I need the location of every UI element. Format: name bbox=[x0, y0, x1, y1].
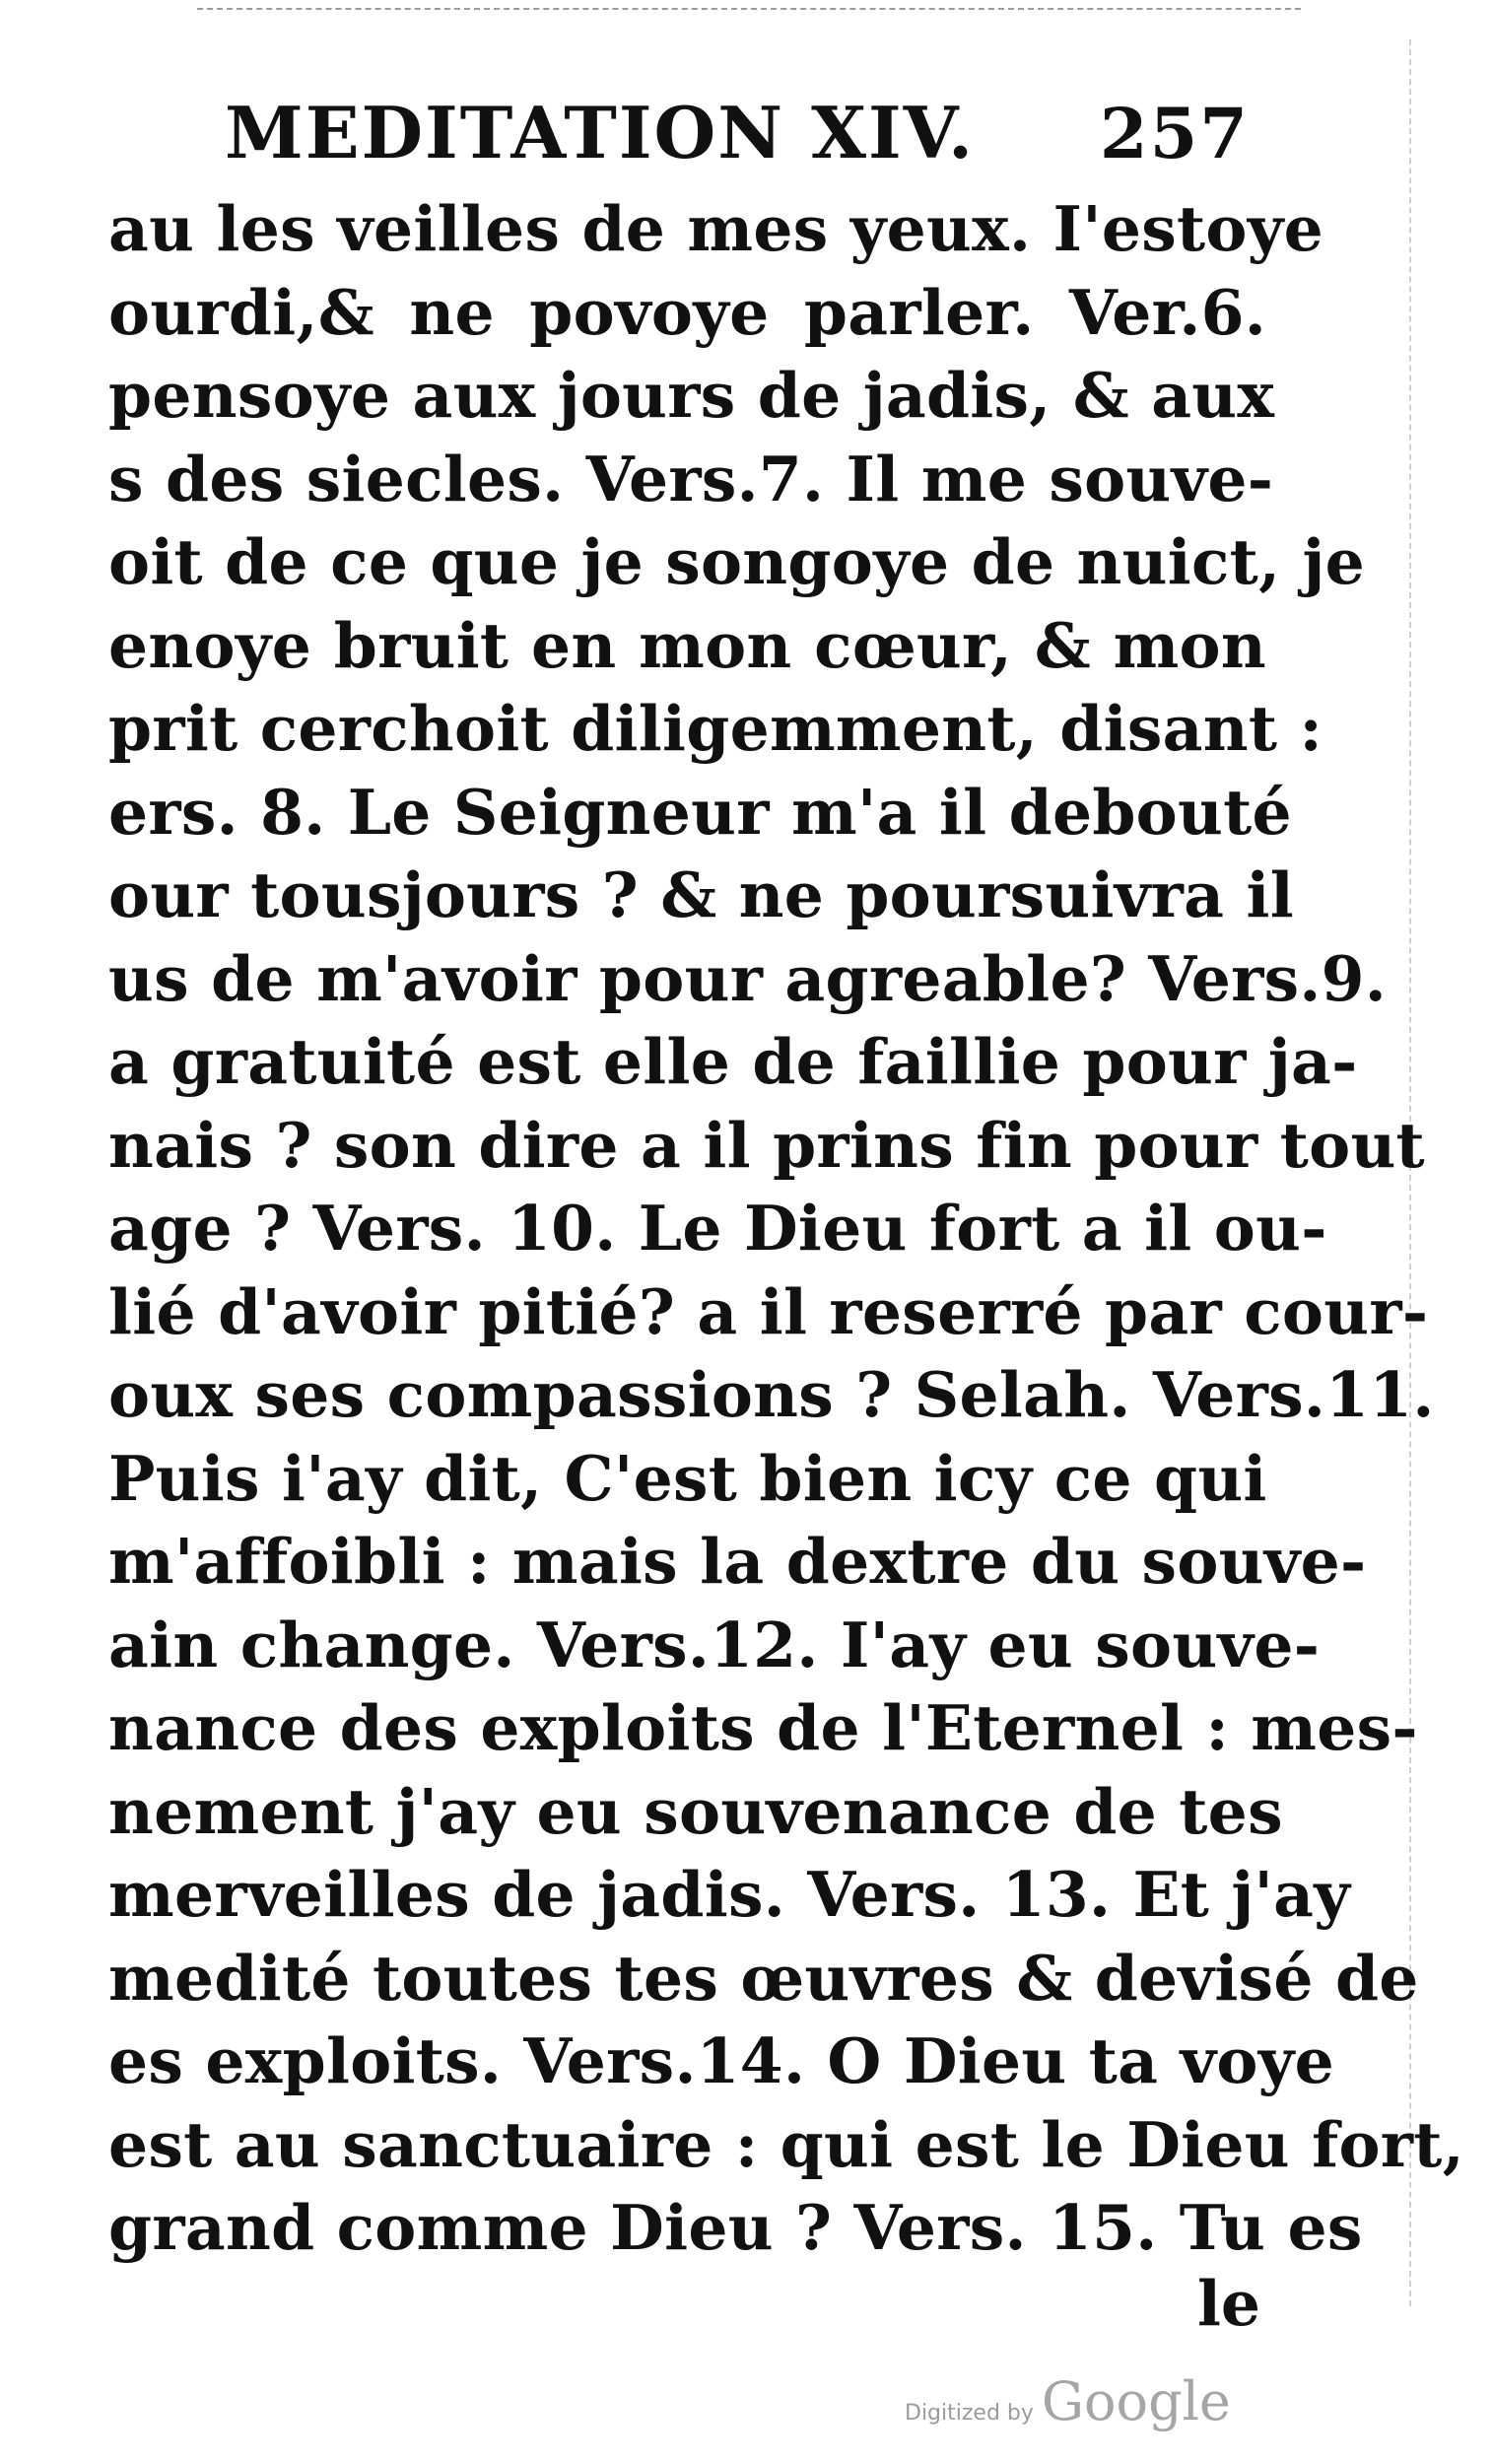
text-line: grand comme Dieu ? Vers. 15. Tu es bbox=[108, 2191, 1363, 2264]
text-line: medité toutes tes œuvres & devisé de bbox=[108, 1941, 1419, 2015]
text-line: m'affoibli : mais la dextre du souve- bbox=[108, 1525, 1367, 1598]
text-line: es exploits. Vers.14. O Dieu ta voye bbox=[108, 2024, 1334, 2097]
google-logo: Google bbox=[1041, 2370, 1231, 2432]
text-line: au les veilles de mes yeux. I'estoye bbox=[108, 192, 1323, 265]
text-line: nance des exploits de l'Eternel : mes- bbox=[108, 1691, 1418, 1764]
text-line: age ? Vers. 10. Le Dieu fort a il ou- bbox=[108, 1192, 1327, 1265]
text-line: nement j'ay eu souvenance de tes bbox=[108, 1774, 1283, 1848]
running-title: MEDITATION XIV. bbox=[225, 91, 976, 174]
text-line: pensoye aux jours de jadis, & aux bbox=[108, 359, 1275, 432]
text-line: a gratuité est elle de faillie pour ja- bbox=[108, 1025, 1358, 1098]
text-line: Puis i'ay dit, C'est bien icy ce qui bbox=[108, 1441, 1267, 1515]
text-line: us de m'avoir pour agreable? Vers.9. bbox=[108, 941, 1387, 1015]
text-line: oux ses compassions ? Selah. Vers.11. bbox=[108, 1358, 1435, 1431]
digitized-watermark bbox=[905, 2370, 1231, 2432]
text-line: oit de ce que je songoye de nuict, je bbox=[108, 525, 1366, 598]
text-line: ers. 8. Le Seigneur m'a il debouté bbox=[108, 775, 1292, 849]
page-header bbox=[225, 91, 1250, 189]
text-line: ourdi,& ne povoye parler. Ver.6. bbox=[108, 275, 1266, 349]
text-line: est au sanctuaire : qui est le Dieu fort, bbox=[108, 2107, 1464, 2181]
page-number: 257 bbox=[1099, 93, 1250, 174]
text-line: ain change. Vers.12. I'ay eu souve- bbox=[108, 1608, 1321, 1681]
text-line: our tousjours ? & ne poursuivra il bbox=[108, 858, 1294, 931]
catchword: le bbox=[1197, 2267, 1261, 2340]
text-line: lié d'avoir pitié? a il reserré par cour- bbox=[108, 1274, 1429, 1348]
text-line: merveilles de jadis. Vers. 13. Et j'ay bbox=[108, 1858, 1351, 1931]
body-text bbox=[108, 187, 1464, 2270]
watermark-prefix: Digitized by bbox=[905, 2401, 1034, 2426]
text-line: enoye bruit en mon cœur, & mon bbox=[108, 608, 1266, 682]
text-line: prit cerchoit diligemment, disant : bbox=[108, 692, 1323, 765]
text-line: s des siecles. Vers.7. Il me souve- bbox=[108, 442, 1274, 515]
scan-edge-top bbox=[197, 8, 1301, 13]
text-line: nais ? son dire a il prins fin pour tout bbox=[108, 1108, 1425, 1182]
